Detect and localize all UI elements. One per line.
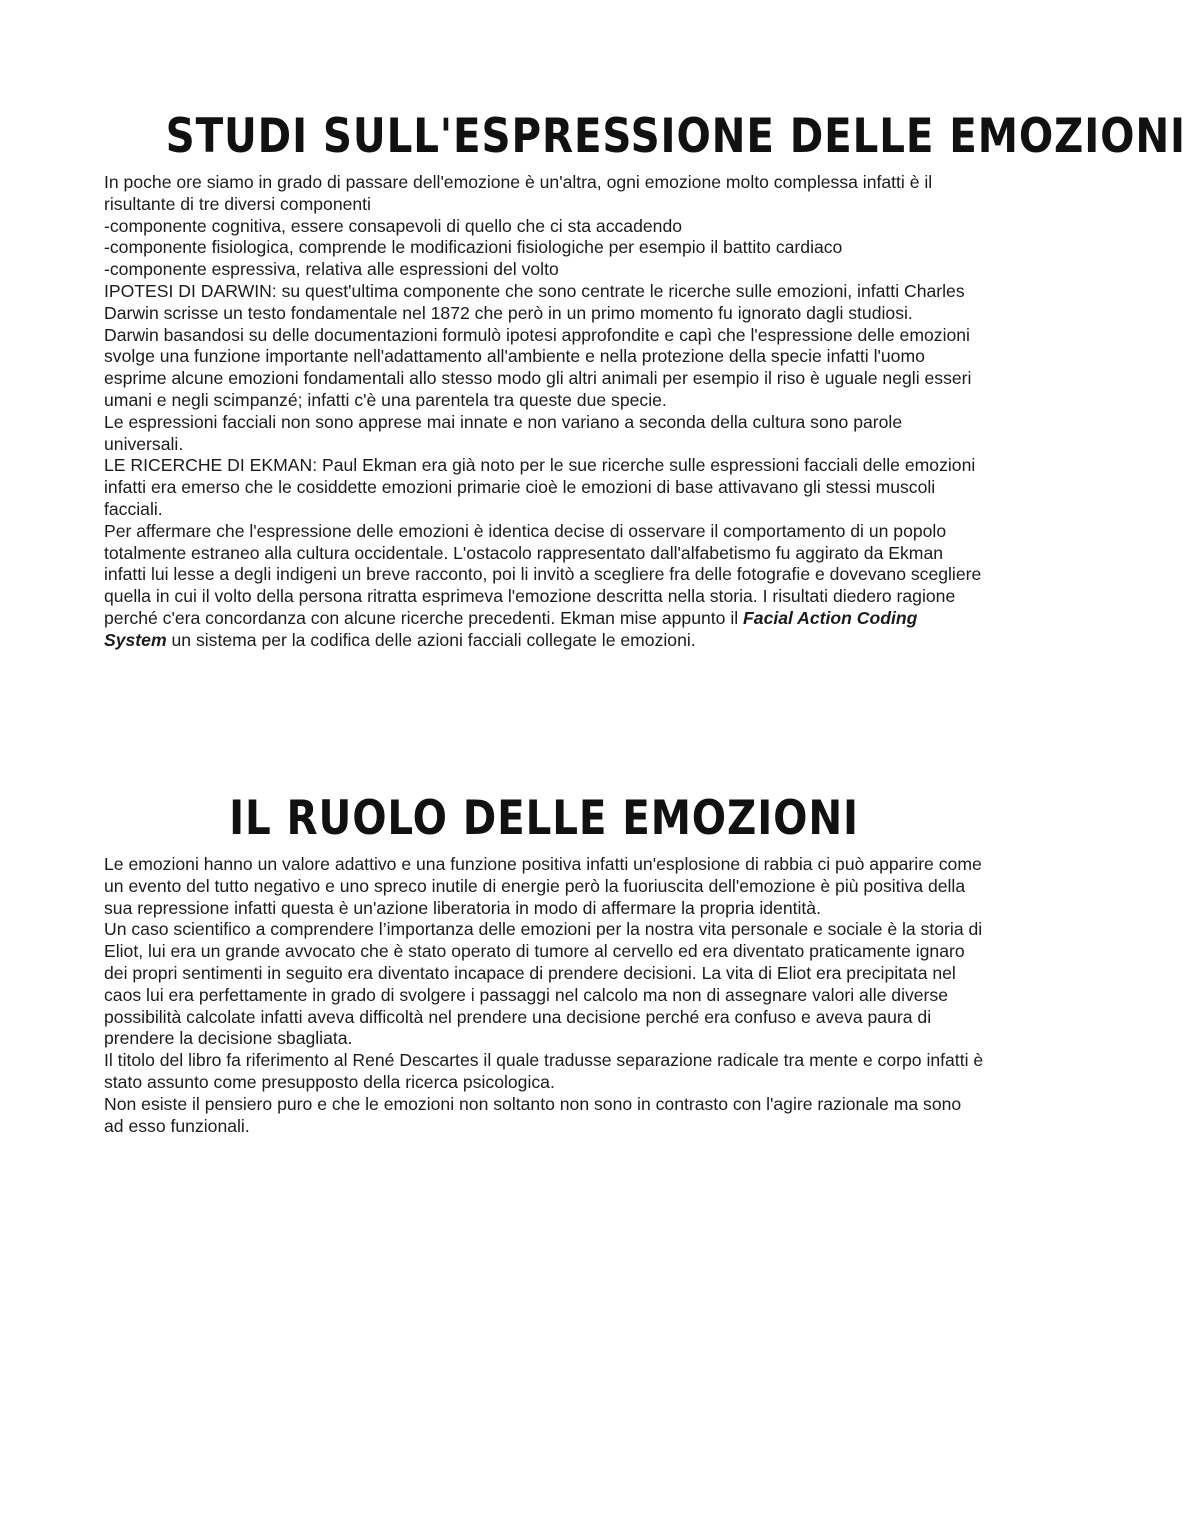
section-title: IL RUOLO DELLE EMOZIONI (229, 791, 859, 846)
paragraph-eliot-case: Un caso scientifico a comprendere l’importanza delle emozioni per la nostra vita personale e sociale è la storia di Eliot, lui era un grande avvocato che è stato operato di tumore al cervello ed era diventato praticamente ignaro dei propri sentimenti in seguito era diventato incapace di prendere decisioni. La vita di Eliot era precipitata nel caos lui era perfettamente in grado di svolgere i passaggi nel calcolo ma non di assegnare valori alle diverse possibilità calcolate infatti aveva difficoltà nel prendere una decisione perché era confuso e aveva paura di prendere la decisione sbagliata. (104, 919, 983, 1049)
paragraph-conclusion: Non esiste il pensiero puro e che le emozioni non soltanto non sono in contrasto con l'agire razionale ma sono ad esso funzionali. (104, 1093, 962, 1136)
section-expression-studies (104, 104, 1186, 652)
paragraph-darwin-hypothesis: Darwin basandosi su delle documentazioni formulò ipotesi approfondite e capì che l'espressione delle emozioni svolge una funzione importante nell'adattamento all'ambiente e nella protezione della specie infatti l'uomo esprime alcune emozioni fondamentali allo stesso modo gli altri animali per esempio il riso è uguale negli esseri umani e negli scimpanzé; infatti c'è una parentela tra queste due specie. (104, 324, 972, 410)
paragraph-intro: In poche ore siamo in grado di passare dell'emozione è un'altra, ogni emozione molto complessa infatti è il risultante di tre diversi componenti (104, 172, 933, 214)
ekman-study-text-end: un sistema per la codifica delle azioni facciali collegate le emozioni. (166, 629, 696, 650)
section-body (104, 172, 984, 652)
section-title: STUDI SULL'ESPRESSIONE DELLE EMOZIONI (165, 109, 1186, 164)
section-body (104, 854, 984, 1137)
component-item: -componente espressiva, relativa alle espressioni del volto (104, 259, 559, 280)
paragraph-darwin: IPOTESI DI DARWIN: su quest'ultima componente che sono centrate le ricerche sulle emozioni, infatti Charles Darwin scrisse un testo fondamentale nel 1872 che però in un primo momento fu ignorato dagli studiosi. (104, 280, 965, 323)
component-item: -componente cognitiva, essere consapevoli di quello che ci sta accadendo (104, 215, 683, 236)
paragraph-adaptive-value: Le emozioni hanno un valore adattivo e una funzione positiva infatti un'esplosione di rabbia ci può apparire come un evento del tutto negativo e uno spreco inutile di energie però la fuoriuscita dell'emozione è più positiva della sua repressione infatti questa è un'azione liberatoria in modo di affermare la propria identità. (104, 854, 982, 918)
paragraph-ekman: LE RICERCHE DI EKMAN: Paul Ekman era già noto per le sue ricerche sulle espressioni facciali delle emozioni infatti era emerso che le cosiddette emozioni primarie cioè le emozioni di base attivavano gli stessi muscoli facciali. (104, 455, 976, 519)
paragraph-facial-expressions: Le espressioni facciali non sono apprese mai innate e non variano a seconda della cultura sono parole universali. (104, 411, 903, 454)
paragraph-ekman-study (104, 521, 984, 652)
component-item: -componente fisiologica, comprende le modificazioni fisiologiche per esempio il battito cardiaco (104, 237, 843, 258)
section-role-of-emotions (104, 786, 984, 1137)
ekman-study-text: Per affermare che l'espressione delle emozioni è identica decise di osservare il comportamento di un popolo totalmente estraneo alla cultura occidentale. L'ostacolo rappresentato dall'alfabetismo fu aggirato da Ekman infatti lui lesse a degli indigeni un breve racconto, poi li invitò a scegliere fra delle fotografie e dovevano scegliere quella in cui il volto della persona ritratta esprimeva l'emozione descritta nella storia. I risultati diedero ragione perché c'era concordanza con alcune ricerche precedenti. Ekman mise appunto il (104, 520, 982, 628)
paragraph-descartes: Il titolo del libro fa riferimento al René Descartes il quale tradusse separazione radicale tra mente e corpo infatti è stato assunto come presupposto della ricerca psicologica. (104, 1050, 984, 1092)
facs-term: Facial Action Coding System (104, 607, 918, 650)
